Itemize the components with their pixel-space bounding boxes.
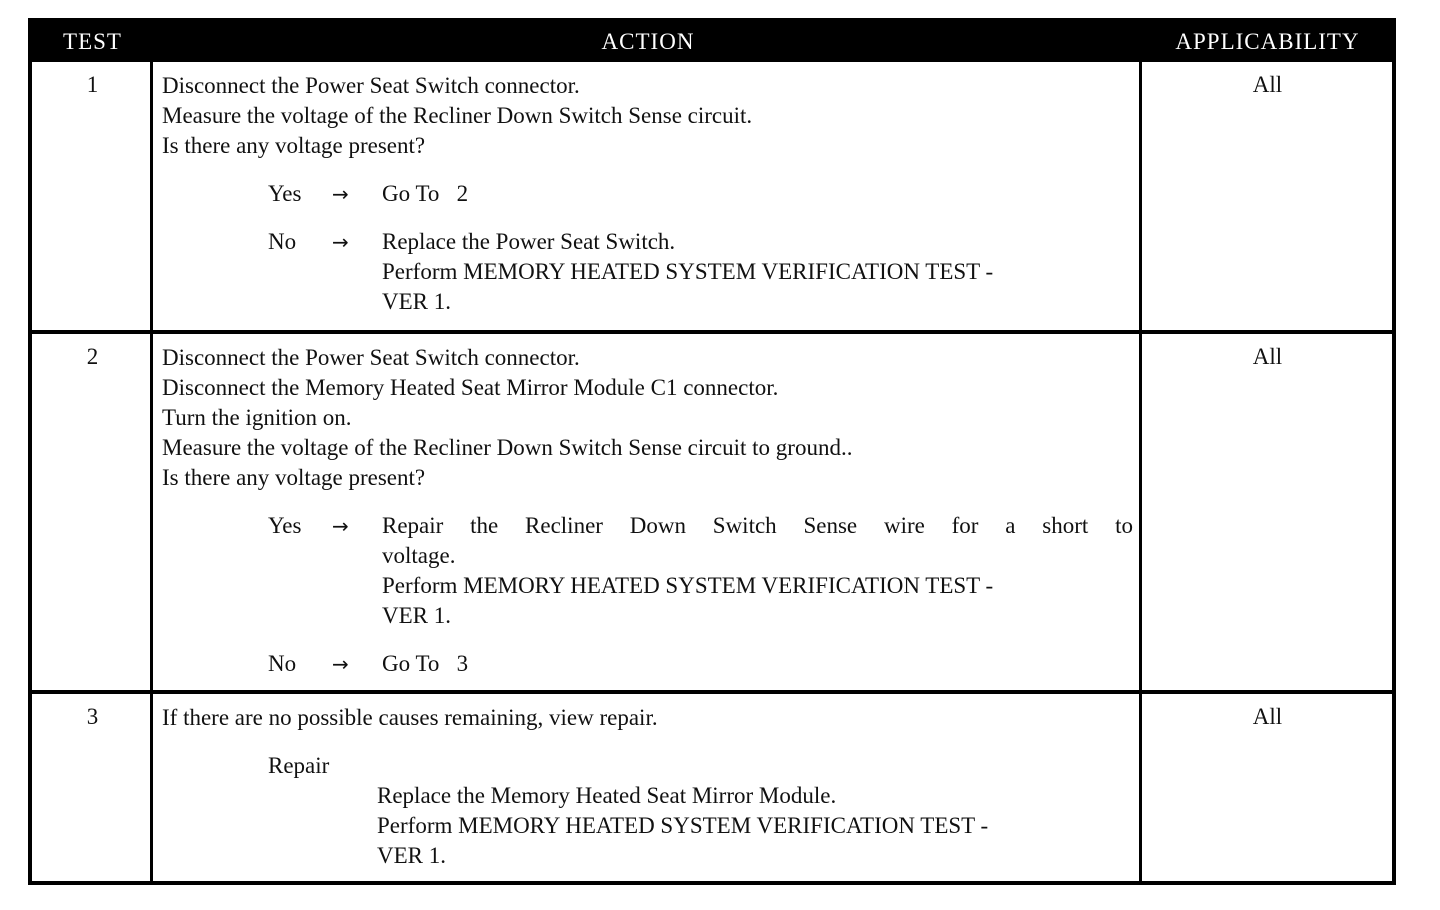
goto-link[interactable]: Go To 2 bbox=[382, 181, 469, 206]
step-text: Measure the voltage of the Recliner Down Switch Sense circuit to ground.. bbox=[162, 435, 853, 460]
verification-link[interactable]: Perform MEMORY HEATED SYSTEM VERIFICATION TEST - bbox=[382, 573, 994, 598]
table-row-test-2 bbox=[32, 334, 1392, 690]
step-text: Disconnect the Power Seat Switch connector. bbox=[162, 73, 580, 98]
step-text: If there are no possible causes remaining, view repair. bbox=[162, 705, 658, 730]
step-text: Disconnect the Memory Heated Seat Mirror Module C1 connector. bbox=[162, 375, 779, 400]
right-arrow-icon: → bbox=[332, 182, 349, 206]
right-arrow-icon: → bbox=[332, 652, 349, 676]
step-text: Disconnect the Power Seat Switch connector. bbox=[162, 345, 580, 370]
result-text: voltage. bbox=[382, 543, 456, 568]
right-arrow-icon: → bbox=[332, 230, 349, 254]
result-text: Replace the Power Seat Switch. bbox=[382, 229, 676, 254]
no-result bbox=[382, 227, 1133, 317]
yes-branch bbox=[162, 511, 1133, 631]
result-text: VER 1. bbox=[382, 603, 451, 628]
applicability-value: All bbox=[1252, 704, 1283, 729]
result-text: Replace the Memory Heated Seat Mirror Module. bbox=[377, 783, 837, 808]
yes-result bbox=[382, 179, 1133, 209]
no-result bbox=[382, 649, 1133, 679]
step-text: Is there any voltage present? bbox=[162, 133, 426, 158]
step-text: Measure the voltage of the Recliner Down Switch Sense circuit. bbox=[162, 103, 753, 128]
result-text: VER 1. bbox=[377, 843, 446, 868]
action-cell bbox=[153, 62, 1143, 330]
table-row-test-1 bbox=[32, 62, 1392, 330]
goto-link[interactable]: Go To 3 bbox=[382, 651, 469, 676]
result-text: Repair the Recliner Down Switch Sense wire for a short to bbox=[382, 513, 1133, 538]
test-number: 1 bbox=[86, 72, 99, 97]
test-number: 3 bbox=[86, 704, 99, 729]
step-text: Is there any voltage present? bbox=[162, 465, 426, 490]
no-label: No bbox=[268, 229, 297, 254]
no-branch bbox=[162, 227, 1133, 317]
verification-link[interactable]: Perform MEMORY HEATED SYSTEM VERIFICATION TEST - bbox=[377, 813, 989, 838]
header-applicability: APPLICABILITY bbox=[1175, 29, 1360, 54]
yes-branch bbox=[162, 179, 1133, 209]
table-header bbox=[32, 22, 1392, 62]
action-cell bbox=[153, 334, 1143, 690]
repair-result bbox=[377, 781, 1133, 871]
verification-link[interactable]: Perform MEMORY HEATED SYSTEM VERIFICATION TEST - bbox=[382, 259, 994, 284]
header-action: ACTION bbox=[601, 29, 695, 54]
applicability-value: All bbox=[1252, 72, 1283, 97]
yes-label: Yes bbox=[268, 181, 302, 206]
header-test: TEST bbox=[63, 29, 122, 54]
action-cell bbox=[153, 694, 1143, 881]
repair-label: Repair bbox=[268, 753, 330, 778]
yes-result bbox=[382, 511, 1133, 631]
table-row-test-3 bbox=[32, 694, 1392, 881]
test-number: 2 bbox=[86, 344, 99, 369]
no-label: No bbox=[268, 651, 297, 676]
yes-label: Yes bbox=[268, 513, 302, 538]
diagnostic-test-table bbox=[28, 18, 1396, 885]
no-branch bbox=[162, 649, 1133, 679]
step-text: Turn the ignition on. bbox=[162, 405, 352, 430]
applicability-value: All bbox=[1252, 344, 1283, 369]
result-text: VER 1. bbox=[382, 289, 451, 314]
right-arrow-icon: → bbox=[332, 514, 349, 538]
